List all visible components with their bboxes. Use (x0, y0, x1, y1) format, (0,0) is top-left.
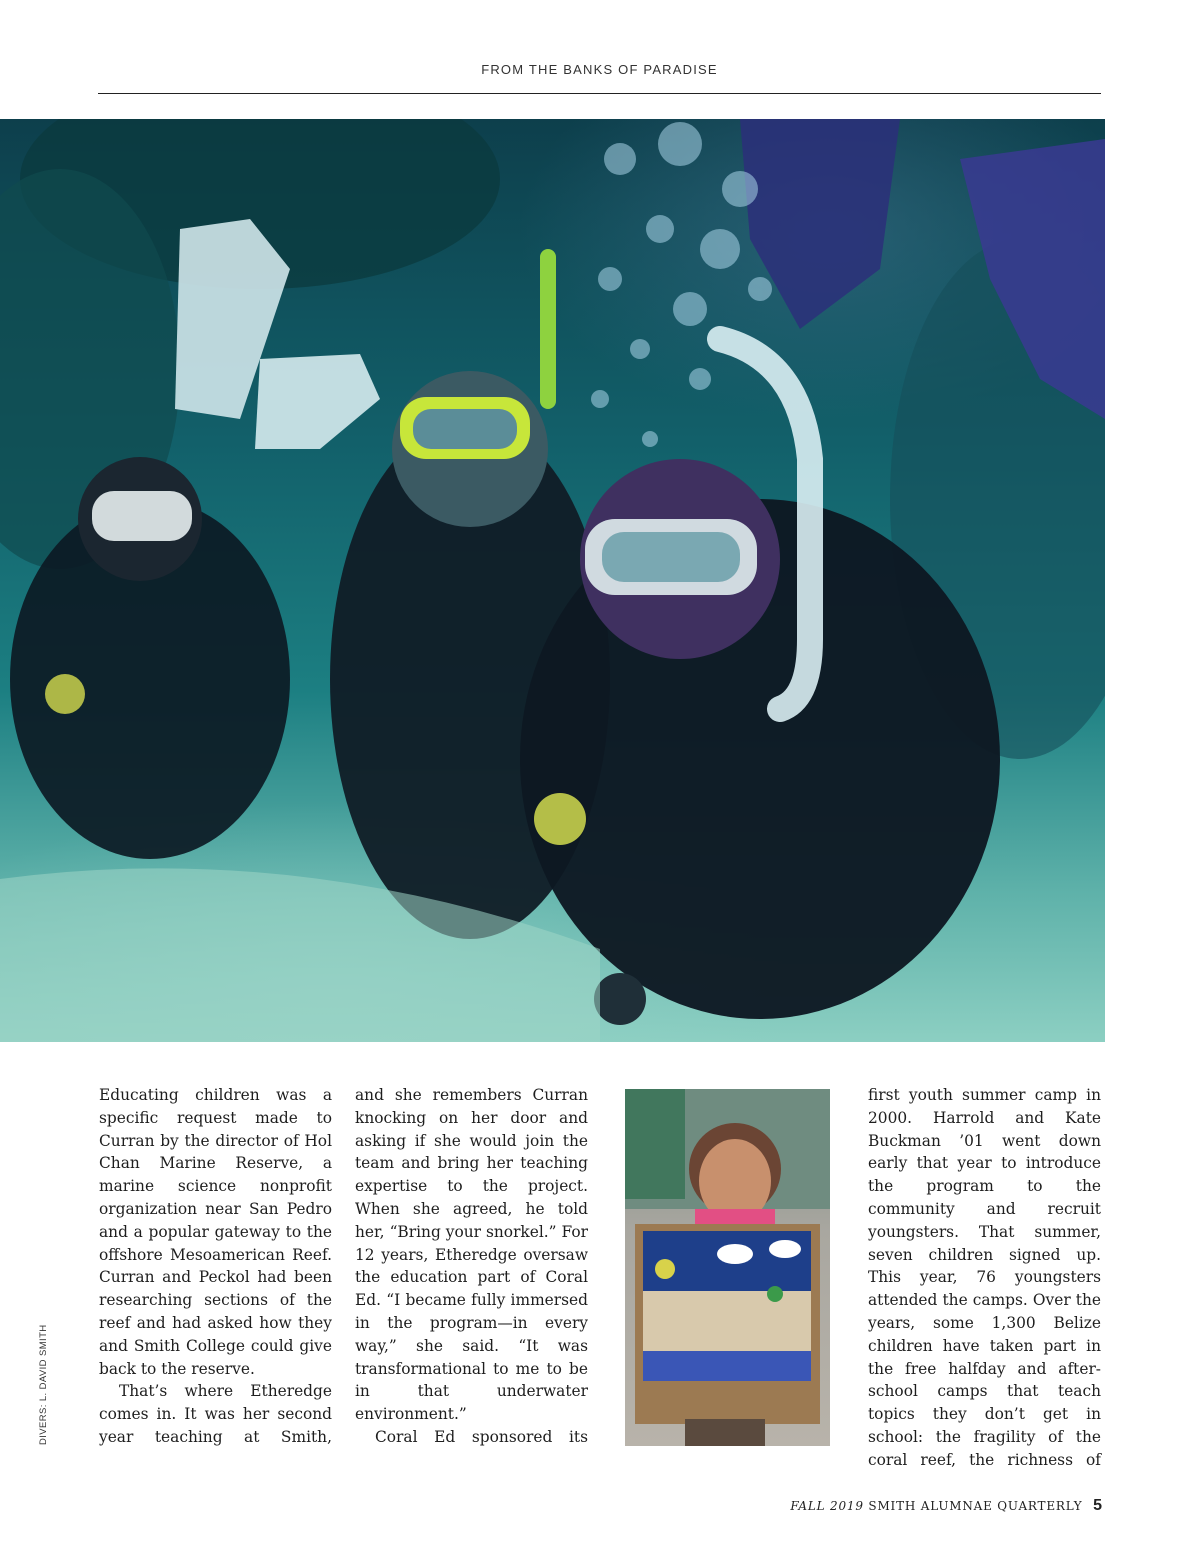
page-number: 5 (1093, 1497, 1102, 1514)
issue-season: FALL 2019 (790, 1499, 864, 1513)
child-diorama-illustration (625, 1089, 830, 1446)
page-footer (790, 1497, 1102, 1515)
paragraph: That’s where Etheredge comes in. It was her second year teaching at Smith, (99, 1382, 332, 1446)
article-column-3 (868, 1084, 1101, 1472)
paragraph: Coral Ed sponsored its (375, 1427, 588, 1446)
paragraph: and she remembers Curran knocking on her door and asking if she would join the team and bring her teaching expertise to the project. When she agreed, he told her, “Bring your snorkel.” For 12 years, Etheredge oversaw the education part of Coral Ed. “I became fully immersed in the program—in every way,” she said. “It was transformational to me to be in that underwater environment.” (355, 1086, 588, 1424)
paragraph: Educating children was a specific request made to Curran by the director of Hol Chan Marine Reserve, a marine science nonprofit organization near San Pedro and a popular gateway to the offshore Mesoamerican Reef. Curran and Peckol had been researching sections of the reef and had asked how they and Smith College could give back to the reserve. (99, 1086, 332, 1378)
divers-illustration (0, 119, 1105, 1042)
section-title: FROM THE BANKS OF PARADISE (481, 62, 718, 77)
header-rule (98, 93, 1101, 94)
article-column-1 (99, 1084, 332, 1449)
photo-credit: DIVERS: L. DAVID SMITH (38, 1324, 49, 1445)
paragraph: first youth summer camp in 2000. Harrold and Kate Buckman ’01 went down early that year to introduce the program to the community and recruit youngsters. That summer, seven children signed up. This year, 76 youngsters attended the camps. Over the years, some 1,300 Belize children have taken part in the free halfday and after-school camps that teach topics they don’t get in school: the fragility of the coral reef, the richness of (868, 1086, 1101, 1469)
publication-name: SMITH ALUMNAE QUARTERLY (868, 1499, 1083, 1513)
article-column-2 (355, 1084, 588, 1449)
hero-photo-divers (0, 119, 1105, 1042)
inset-photo-child-diorama (625, 1089, 830, 1446)
